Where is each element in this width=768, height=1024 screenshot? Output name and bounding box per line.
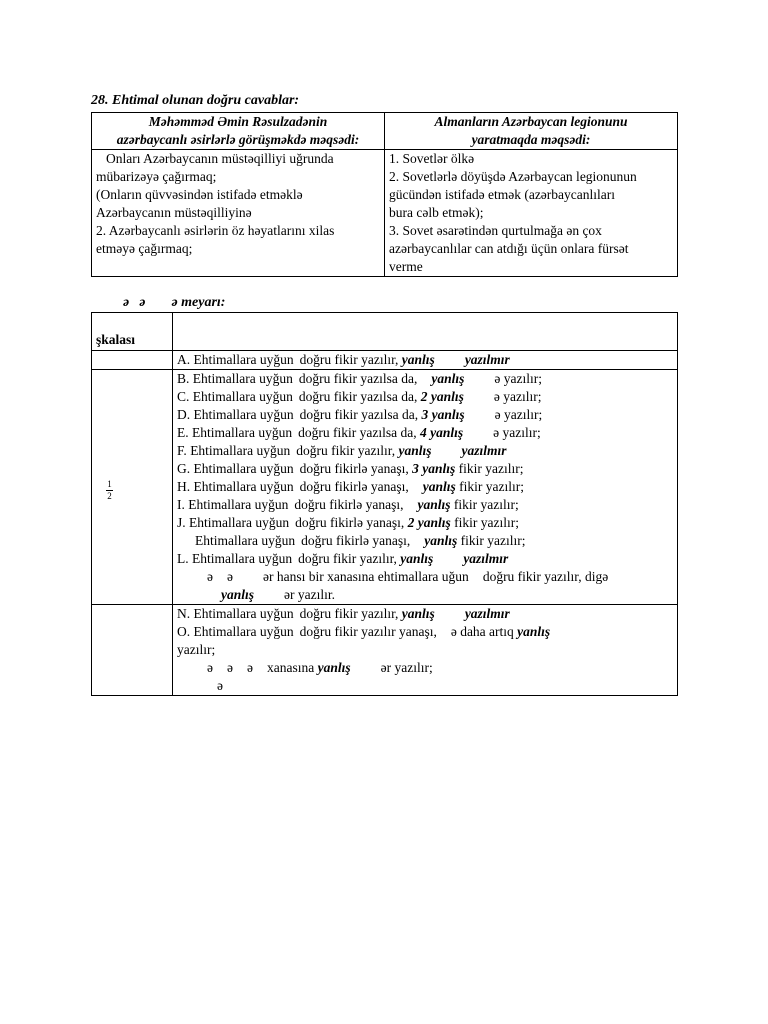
row-letter: G. (177, 461, 191, 476)
criteria-emph: yanlış (401, 352, 435, 367)
criteria-prefix: Ehtimallara uyğun (193, 624, 294, 639)
criteria-phrase: doğru fikir yazılsa da, (298, 425, 417, 440)
criteria-emph: yazılmır (464, 606, 510, 621)
criteria-emph: 3 yanlış (412, 461, 456, 476)
col1-line: Azərbaycanın müstəqilliyinə (96, 205, 252, 220)
criteria-prefix: Ehtimallara uyğun (193, 606, 294, 621)
criteria-heading (123, 295, 235, 311)
row-letter: B. (177, 371, 190, 386)
criteria-prefix: Ehtimallara uyğun (193, 479, 294, 494)
col1-line: etməyə çağırmaq; (96, 241, 193, 256)
criteria-header-blank (173, 313, 678, 351)
criteria-emph: yazılmır (461, 443, 507, 458)
fraction-denominator: 2 (107, 490, 112, 501)
col1-line: 2. Azərbaycanlı əsirlərin öz həyatlarını xilas (96, 223, 335, 238)
criteria-group-last (173, 605, 678, 696)
col2-line: 1. Sovetlər ölkə (389, 151, 475, 166)
half-fraction (106, 480, 113, 501)
criteria-phrase: doğru fikirlə yanaşı, (294, 497, 404, 512)
criteria-heading-part: ə (123, 295, 130, 310)
criteria-row-a (173, 351, 678, 370)
criteria-line (177, 550, 673, 568)
criteria-line (177, 370, 673, 388)
criteria-phrase: doğru fikirlə yanaşı, (301, 533, 411, 548)
scale-cell-a (92, 351, 173, 370)
criteria-prefix: Ehtimallara uyğun (192, 425, 293, 440)
criteria-prefix: Ehtimallara uyğun (195, 533, 296, 548)
criteria-line (177, 514, 673, 532)
col2-line: bura cəlb etmək); (389, 205, 484, 220)
col2-line: gücündən istifadə etmək (azərbaycanlıları (389, 187, 616, 202)
criteria-phrase: doğru fikir yazılır yanaşı, (299, 624, 437, 639)
criteria-emph: yanlış (517, 624, 551, 639)
criteria-prefix: Ehtimallara uyğun (193, 461, 294, 476)
criteria-emph: yazılmır (464, 352, 510, 367)
criteria-heading-part: ə meyarı: (171, 295, 226, 310)
criteria-phrase: ə daha artıq (450, 624, 514, 639)
criteria-phrase: doğru fikir yazılır, (298, 551, 397, 566)
criteria-fragment: xanasına (267, 660, 315, 675)
col2-line: 3. Sovet əsarətindən qurtulmağa ən çox (389, 223, 602, 238)
criteria-phrase: doğru fikir yazılır, (299, 606, 399, 621)
criteria-emph: yanlış (401, 606, 435, 621)
criteria-phrase: fikir yazılır; (453, 497, 519, 512)
criteria-line (177, 496, 673, 514)
col1-line: mübarizəyə çağırmaq; (96, 169, 217, 184)
criteria-fragment: ər yazılır; (380, 660, 433, 675)
row-letter: C. (177, 389, 190, 404)
criteria-line (177, 424, 673, 442)
criteria-line (177, 388, 673, 406)
criteria-emph: yanlış (417, 497, 451, 512)
criteria-phrase: fikir yazılır; (459, 479, 524, 494)
scale-header (92, 313, 173, 351)
criteria-fragment: ə (227, 660, 233, 675)
criteria-phrase: fikir yazılır; (454, 515, 519, 530)
criteria-line (177, 623, 673, 641)
criteria-line: ə (217, 678, 223, 693)
criteria-fragment: ə (227, 569, 233, 584)
criteria-table (91, 312, 678, 696)
answers-col1-body (92, 150, 385, 277)
criteria-phrase: ə yazılır; (494, 407, 543, 422)
criteria-line (177, 406, 673, 424)
criteria-phrase: doğru fikirlə yanaşı, (295, 515, 405, 530)
criteria-emph: yanlış (400, 551, 434, 566)
row-letter: F. (177, 443, 187, 458)
criteria-phrase: doğru fikirlə yanaşı, (299, 479, 409, 494)
col1-line: Onları Azərbaycanın müstəqilliyi uğrunda (106, 151, 334, 166)
col2-line: 2. Sovetlərlə döyüşdə Azərbaycan legionunun (389, 169, 637, 184)
criteria-phrase: ə yazılır; (493, 389, 542, 404)
criteria-emph: yanlış (221, 587, 255, 602)
criteria-line (177, 605, 673, 623)
answers-col2-header (385, 113, 678, 150)
row-letter: L. (177, 551, 189, 566)
criteria-emph: 2 yanlış (420, 389, 464, 404)
criteria-phrase: doğru fikir yazılır, (299, 352, 399, 367)
criteria-phrase: doğru fikirlə yanaşı, (299, 461, 409, 476)
row-letter: I. (177, 497, 185, 512)
criteria-emph: 3 yanlış (421, 407, 465, 422)
criteria-line (177, 568, 673, 586)
criteria-phrase: fikir yazılır; (460, 533, 526, 548)
answers-col2-body (385, 150, 678, 277)
criteria-emph: 4 yanlış (419, 425, 464, 440)
criteria-emph: yanlış (422, 479, 456, 494)
answers-col1-header (92, 113, 385, 150)
criteria-prefix: Ehtimallara uyğun (193, 407, 294, 422)
criteria-heading-part: ə (139, 295, 146, 310)
criteria-fragment: ə (207, 569, 213, 584)
criteria-fragment: ə (247, 660, 253, 675)
row-letter: D. (177, 407, 191, 422)
fraction-numerator: 1 (107, 478, 112, 489)
criteria-prefix: Ehtimallara uyğun (189, 515, 290, 530)
criteria-line (177, 478, 673, 496)
criteria-line (177, 586, 673, 604)
criteria-line (177, 659, 673, 677)
row-letter: O. (177, 624, 191, 639)
col1-header-line: azərbaycanlı əsirlərlə görüşməkdə məqsədi: (116, 132, 360, 147)
criteria-phrase: fikir yazılır; (458, 461, 524, 476)
scale-cell-half (92, 370, 173, 605)
criteria-prefix: Ehtimallara uyğun (190, 443, 291, 458)
criteria-prefix: Ehtimallara uyğun (192, 551, 293, 566)
criteria-prefix: Ehtimallara uyğun (192, 389, 293, 404)
col2-line: azərbaycanlılar can atdığı üçün onlara fürsət (389, 241, 629, 256)
criteria-phrase: ə yazılır; (494, 371, 542, 386)
criteria-fragment: doğru fikir yazılır, digə (482, 569, 609, 584)
col2-header-line: Almanların Azərbaycan legionunu (434, 114, 628, 129)
criteria-emph: yanlış (424, 533, 458, 548)
row-letter: H. (177, 479, 191, 494)
criteria-emph: yanlış (431, 371, 465, 386)
criteria-emph: 2 yanlış (407, 515, 451, 530)
criteria-group-half (173, 370, 678, 605)
col2-header-line: yaratmaqda məqsədi: (471, 132, 591, 147)
answers-table (91, 112, 678, 277)
criteria-emph: yanlış (317, 660, 351, 675)
criteria-line: yazılır; (177, 642, 216, 657)
criteria-phrase: doğru fikir yazılsa da, (298, 389, 418, 404)
row-letter: J. (177, 515, 186, 530)
criteria-prefix: Ehtimallara uyğun (193, 352, 294, 367)
scale-cell-zero (92, 605, 173, 696)
row-letter: A. (177, 352, 191, 367)
col2-line: verme (389, 259, 423, 274)
criteria-line (177, 460, 673, 478)
criteria-fragment: ər hansı bir xanasına ehtimallara uğun (263, 569, 469, 584)
criteria-fragment: ə (207, 660, 213, 675)
col1-line: (Onların qüvvəsindən istifadə etməklə (96, 187, 303, 202)
criteria-phrase: doğru fikir yazılsa da, (299, 407, 419, 422)
scale-label: şkalası (96, 332, 136, 347)
col1-header-line: Məhəmməd Əmin Rəsulzadənin (148, 114, 328, 129)
criteria-fragment: ər yazılır. (284, 587, 335, 602)
row-letter: E. (177, 425, 189, 440)
criteria-emph: yazılmır (463, 551, 509, 566)
page-heading: 28. Ehtimal olunan doğru cavablar: (91, 93, 300, 108)
criteria-phrase: ə yazılır; (493, 425, 541, 440)
criteria-emph: yanlış (398, 443, 432, 458)
row-letter: N. (177, 606, 191, 621)
criteria-line (177, 532, 673, 550)
criteria-phrase: doğru fikir yazılsa da, (298, 371, 418, 386)
criteria-phrase: doğru fikir yazılır, (296, 443, 396, 458)
criteria-prefix: Ehtimallara uyğun (188, 497, 289, 512)
criteria-line (177, 442, 673, 460)
criteria-prefix: Ehtimallara uyğun (192, 371, 293, 386)
